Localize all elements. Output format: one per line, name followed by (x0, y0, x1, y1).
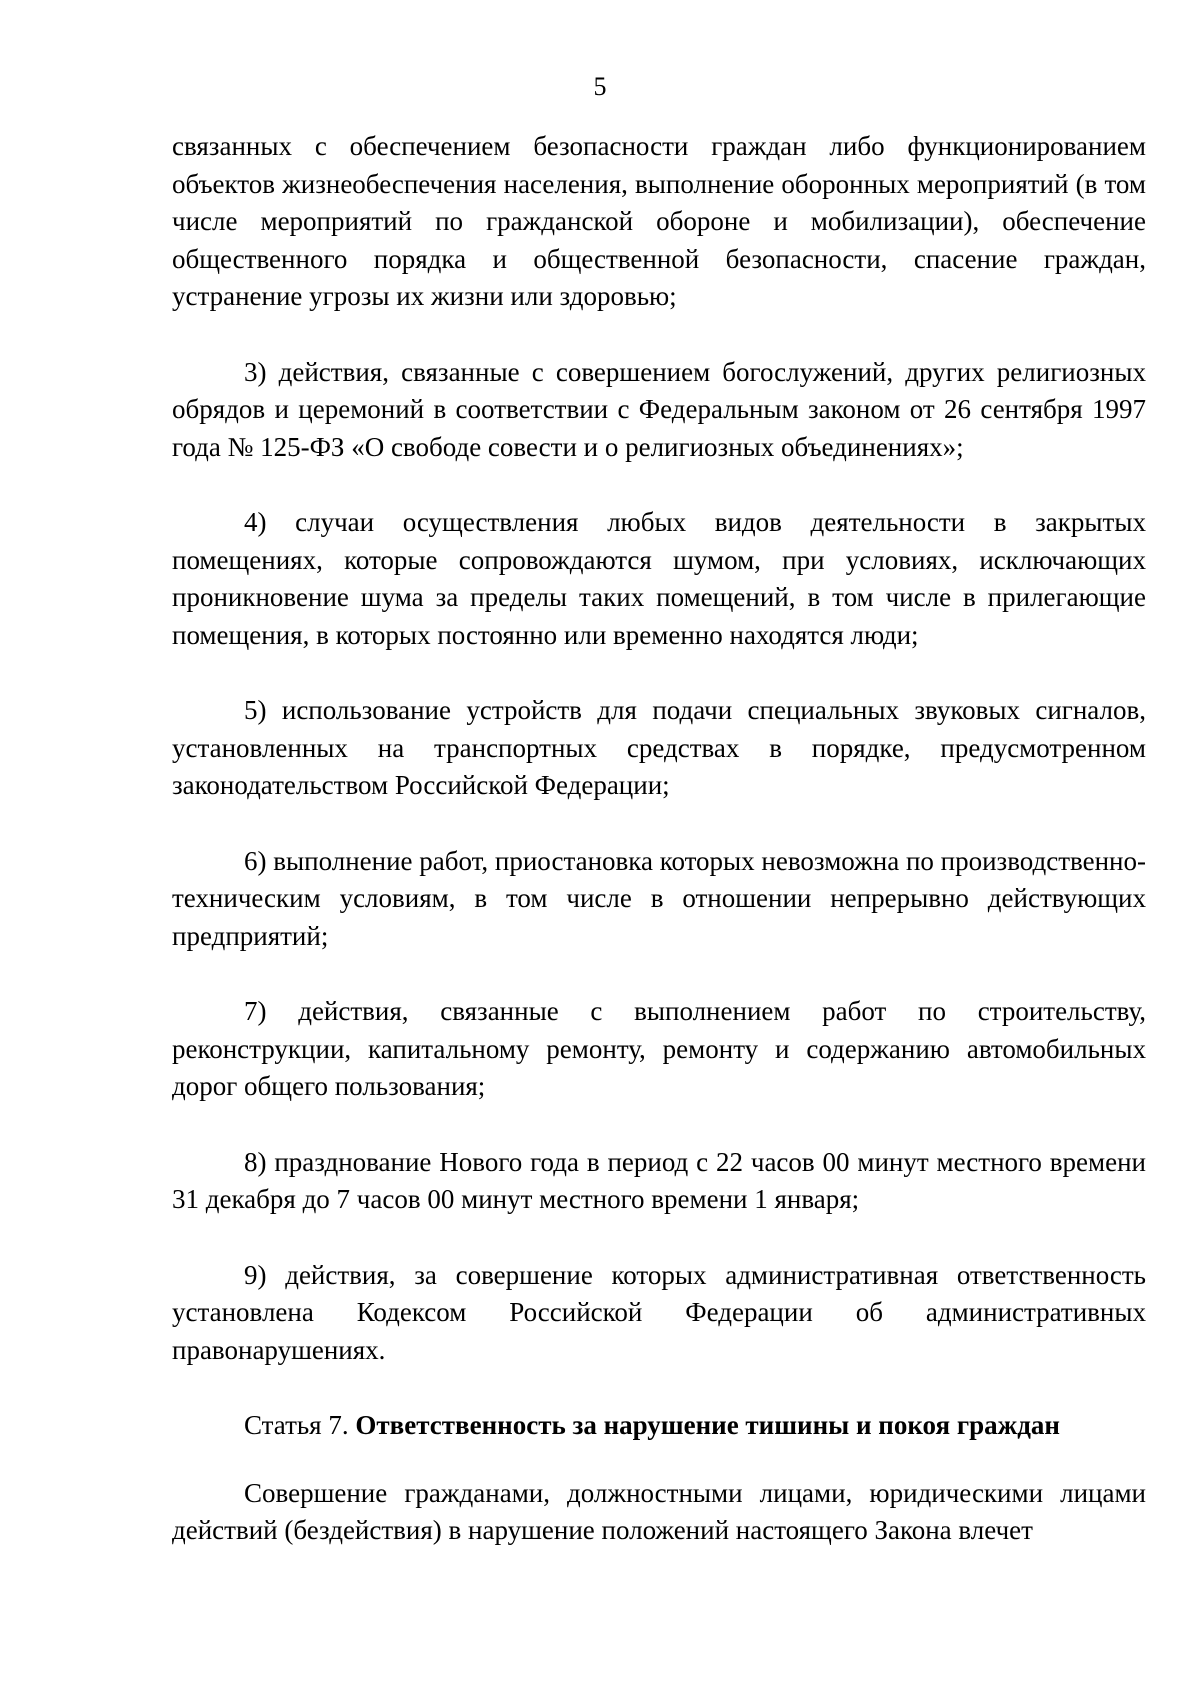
article-label: Статья 7. (244, 1410, 349, 1440)
document-body (172, 128, 1146, 1550)
paragraph-continuation: связанных с обеспечением безопасности граждан либо функционированием объектов жизнеобеспечения населения, выполнение оборонных мероприятий (в том числе мероприятий по гражданской обороне и мобилизации), обеспечение общественного порядка и общественной безопасности, спасение граждан, устранение угрозы их жизни или здоровью; (172, 131, 1146, 311)
list-item-6: 6) выполнение работ, приостановка которых невозможна по производственно-техническим условиям, в том числе в отношении непрерывно действующих предприятий; (172, 845, 1146, 951)
article-title: Ответственность за нарушение тишины и покоя граждан (355, 1410, 1060, 1440)
list-item-7: 7) действия, связанные с выполнением работ по строительству, реконструкции, капитальному ремонту, ремонту и содержанию автомобильных дорог общего пользования; (172, 996, 1146, 1101)
list-item-5: 5) использование устройств для подачи специальных звуковых сигналов, установленных на транспортных средствах в порядке, предусмотренном законодательством Российской Федерации; (172, 695, 1146, 800)
list-item-4: 4) случаи осуществления любых видов деятельности в закрытых помещениях, которые сопровождаются шумом, при условиях, исключающих проникновение шума за пределы таких помещений, в том числе в прилегающие помещения, в которых постоянно или временно находятся люди; (172, 507, 1146, 650)
list-item-9: 9) действия, за совершение которых административная ответственность установлена Кодексом Российской Федерации об административных правонарушениях. (172, 1259, 1146, 1365)
article-heading (172, 1407, 1146, 1445)
article-paragraph: Совершение гражданами, должностными лицами, юридическими лицами действий (бездействия) в нарушение положений настоящего Закона влечет (172, 1477, 1146, 1545)
list-item-8: 8) празднование Нового года в период с 22 часов 00 минут местного времени 31 декабря до 7 часов 00 минут местного времени 1 января; (172, 1146, 1146, 1214)
list-item-3: 3) действия, связанные с совершением богослужений, других религиозных обрядов и церемоний в соответствии с Федеральным законом от 26 сентября 1997 года № 125-ФЗ «О свободе совести и о религиозных объединениях»; (172, 356, 1146, 462)
page-number: 5 (593, 72, 607, 101)
